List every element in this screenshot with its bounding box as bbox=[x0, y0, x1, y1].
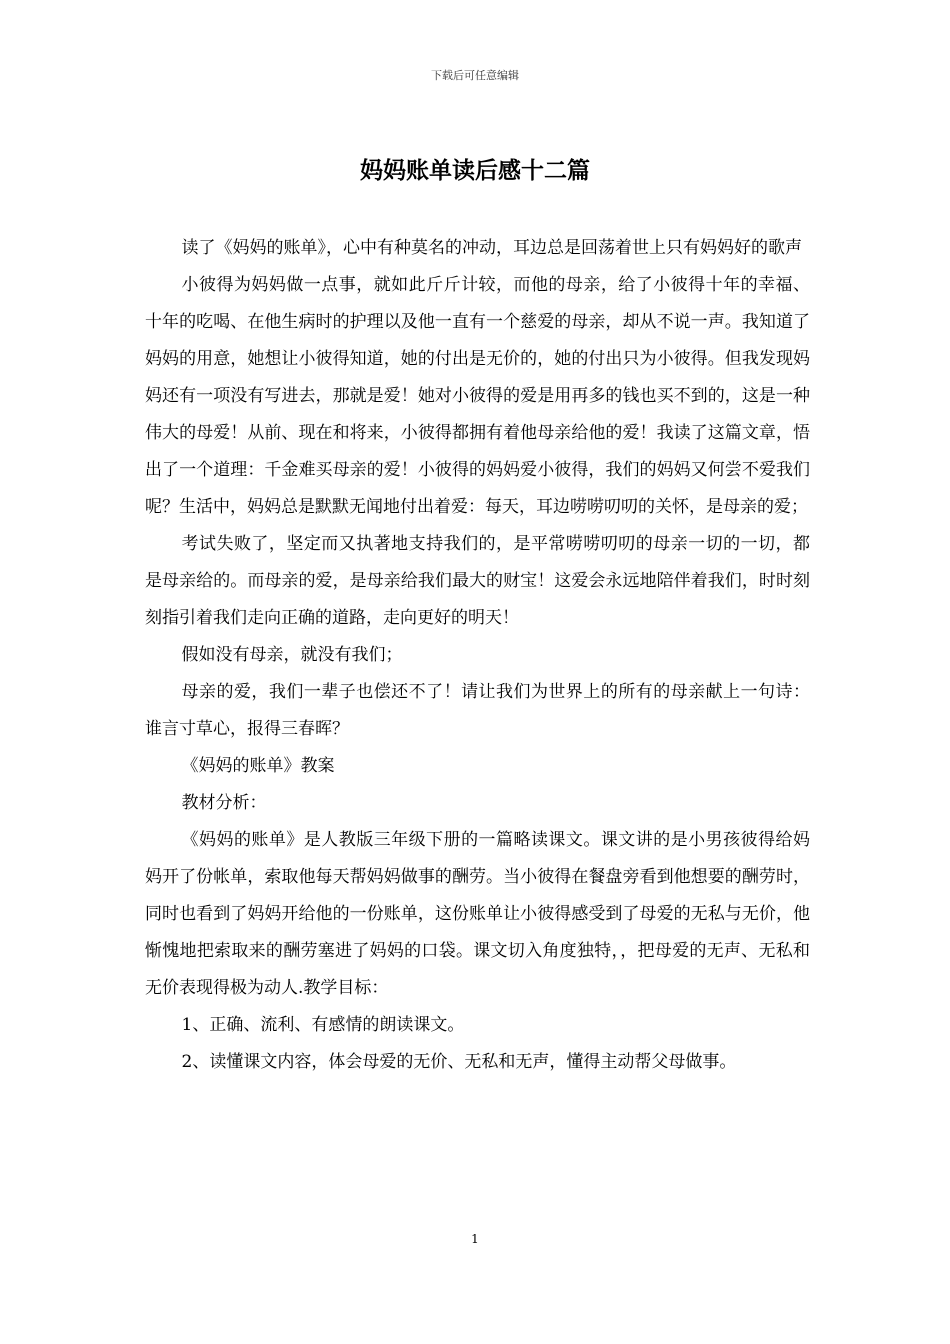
paragraph: 读了《妈妈的账单》，心中有种莫名的冲动，耳边总是回荡着世上只有妈妈好的歌声 bbox=[181, 238, 803, 258]
page-number: 1 bbox=[471, 1232, 479, 1246]
paragraph: 假如没有母亲，就没有我们； bbox=[181, 645, 403, 665]
paragraph: 《妈妈的账单》是人教版三年级下册的一篇略读课文。课文讲的是小男孩彼得给妈妈开了份帐单，索取他每天帮妈妈做事的酬劳。当小彼得在餐盘旁看到他想要的酬劳时，同时也看到了妈妈开给他的一份账单，这份账单让小彼得感受到了母爱的无私与无价，他惭愧地把索取来的酬劳塞进了妈妈的口袋。课文切入角度独特，，把母爱的无声、无私和无价表现得极为动人.教学目标： bbox=[145, 830, 810, 998]
paragraph: 《妈妈的账单》教案 bbox=[181, 756, 335, 776]
document-title: 妈妈账单读后感十二篇 bbox=[360, 158, 590, 184]
paragraph: 小彼得为妈妈做一点事，就如此斤斤计较，而他的母亲，给了小彼得十年的幸福、十年的吃喝、在他生病时的护理以及他一直有一个慈爱的母亲，却从不说一声。我知道了妈妈的用意，她想让小彼得知道，她的付出是无价的，她的付出只为小彼得。但我发现妈妈还有一项没有写进去，那就是爱！她对小彼得的爱是用再多的钱也买不到的，这是一种伟大的母爱！从前、现在和将来，小彼得都拥有着他母亲给他的爱！我读了这篇文章，悟出了一个道理：千金难买母亲的爱！小彼得的妈妈爱小彼得，我们的妈妈又何尝不爱我们呢？生活中，妈妈总是默默无闻地付出着爱：每天，耳边唠唠叨叨的关怀，是母亲的爱； bbox=[145, 275, 810, 517]
paragraph: 母亲的爱，我们一辈子也偿还不了！请让我们为世界上的所有的母亲献上一句诗：谁言寸草心，报得三春晖？ bbox=[145, 682, 810, 739]
paragraph: 1、正确、流利、有感情的朗读课文。 bbox=[181, 1015, 465, 1035]
paragraph: 教材分析： bbox=[181, 793, 267, 813]
document-body bbox=[145, 230, 810, 1081]
paragraph: 考试失败了，坚定而又执著地支持我们的，是平常唠唠叨叨的母亲一切的一切，都是母亲给的。而母亲的爱，是母亲给我们最大的财宝！这爱会永远地陪伴着我们，时时刻刻指引着我们走向正确的道路，走向更好的明天！ bbox=[145, 534, 810, 628]
page-header: 下载后可任意编辑 bbox=[431, 69, 519, 82]
paragraph: 2、读懂课文内容，体会母爱的无价、无私和无声，懂得主动帮父母做事。 bbox=[181, 1052, 737, 1072]
